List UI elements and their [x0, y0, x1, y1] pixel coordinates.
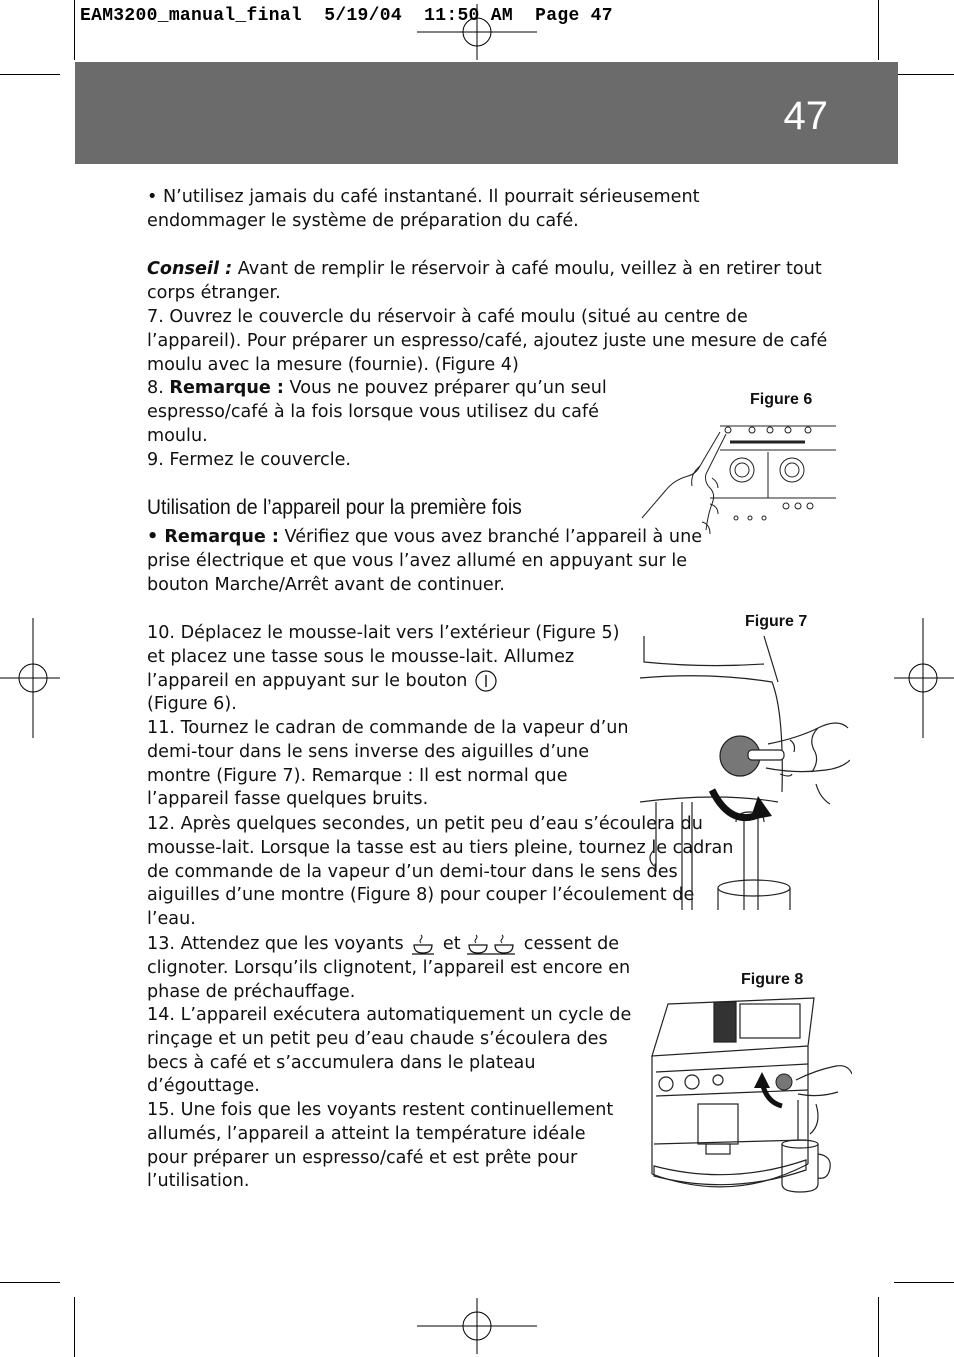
- registration-mark-icon: [417, 4, 537, 60]
- step-10: [147, 622, 635, 717]
- step-9: [147, 449, 627, 473]
- step-7-text: 7. Ouvrez le couvercle du réservoir à café moulu (situé au centre de l’appareil). Pour préparer un espresso/café, ajoutez juste une mesure de café moulu avec la mesure (fournie). (Figure 4): [147, 307, 828, 375]
- note-bullet: •: [147, 527, 165, 547]
- figure-8-espresso-machine-illustration: [648, 994, 852, 1206]
- double-cup-icon: [466, 932, 518, 956]
- paragraph-instant-coffee-warning: [147, 186, 787, 234]
- step-7: [147, 306, 837, 377]
- crop-mark: [878, 0, 879, 60]
- power-button-icon: [473, 670, 499, 692]
- step-12-text: 12. Après quelques secondes, un petit peu d’eau s’écoulera du mousse-lait. Lorsque la tasse est au tiers pleine, tournez le cadran de commande de la vapeur d’un demi-tour dans le sens des aiguilles d’une montre (Figure 8) pour couper l’écoulement de l’eau.: [147, 814, 734, 930]
- figure-7-caption: Figure 7: [745, 613, 808, 630]
- section-heading: Utilisation de l’appareil pour la première fois: [147, 496, 522, 519]
- step-8-label: Remarque :: [169, 378, 284, 398]
- step-14-text: 14. L’appareil exécutera automatiquement un cycle de rinçage et un petit peu d’eau chaude s’écoulera des becs à café et s’accumulera dans le plateau d’égouttage.: [147, 1005, 632, 1097]
- conseil-label: Conseil :: [147, 259, 233, 279]
- step-9-text: 9. Fermez le couvercle.: [147, 450, 352, 470]
- step-11: [147, 717, 641, 812]
- registration-mark-icon: [0, 618, 60, 738]
- header-band: [75, 62, 898, 164]
- step-13: [147, 932, 641, 1004]
- page-number: 47: [783, 94, 828, 138]
- crop-mark: [894, 74, 954, 75]
- conseil-text: Avant de remplir le réservoir à café moulu, veillez à en retirer tout corps étranger.: [147, 259, 822, 303]
- figure-7-steam-knob-illustration: [640, 632, 850, 912]
- step-14: [147, 1004, 637, 1099]
- single-cup-icon: [409, 932, 437, 956]
- paragraph-conseil: [147, 258, 837, 306]
- print-slug: EAM3200_manual_final 5/19/04 11:50 AM Page 47: [80, 6, 613, 26]
- step-10-figure-ref: (Figure 6).: [147, 694, 237, 715]
- note-label: Remarque :: [164, 527, 279, 547]
- paragraph-text: • N’utilisez jamais du café instantané. Il pourrait sérieusement endommager le système de préparation du café.: [147, 187, 700, 231]
- step-8-number: 8.: [147, 378, 170, 398]
- step-13-text-a: 13. Attendez que les voyants: [147, 934, 404, 954]
- figure-6-control-panel-illustration: [640, 418, 840, 540]
- step-10-text: 10. Déplacez le mousse-lait vers l’extérieur (Figure 5) et placez une tasse sous le mousse-lait. Allumez l’appareil en appuyant sur le bouton: [147, 623, 620, 691]
- step-8-text: Vous ne pouvez préparer qu’un seul espresso/café à la fois lorsque vous utilisez du café moulu.: [147, 378, 607, 446]
- step-15: [147, 1099, 617, 1194]
- crop-mark: [0, 1282, 60, 1283]
- registration-mark-icon: [417, 1298, 537, 1354]
- step-8: [147, 377, 647, 448]
- step-13-et: et: [442, 934, 461, 954]
- step-11-text: 11. Tournez le cadran de commande de la vapeur d’un demi-tour dans le sens inverse des aiguilles d’une montre (Figure 7). Remarque : Il est normal que l’appareil fasse quelques bruits.: [147, 718, 629, 810]
- crop-mark: [74, 0, 75, 60]
- figure-6-caption: Figure 6: [750, 391, 813, 408]
- crop-mark: [894, 1282, 954, 1283]
- figure-8-caption: Figure 8: [741, 971, 804, 988]
- registration-mark-icon: [894, 618, 954, 738]
- step-13-text-b: cessent de clignoter. Lorsqu’ils clignotent, l’appareil est encore en phase de préchauffage.: [147, 934, 631, 1002]
- step-15-text: 15. Une fois que les voyants restent continuellement allumés, l’appareil a atteint la température idéale pour préparer un espresso/café et est prête pour l’utilisation.: [147, 1100, 614, 1192]
- crop-mark: [0, 74, 60, 75]
- note-text: Vérifiez que vous avez branché l’appareil à une prise électrique et que vous l’avez allumé en appuyant sur le bouton Marche/Arrêt avant de continuer.: [147, 527, 703, 595]
- crop-mark: [74, 1297, 75, 1357]
- crop-mark: [878, 1297, 879, 1357]
